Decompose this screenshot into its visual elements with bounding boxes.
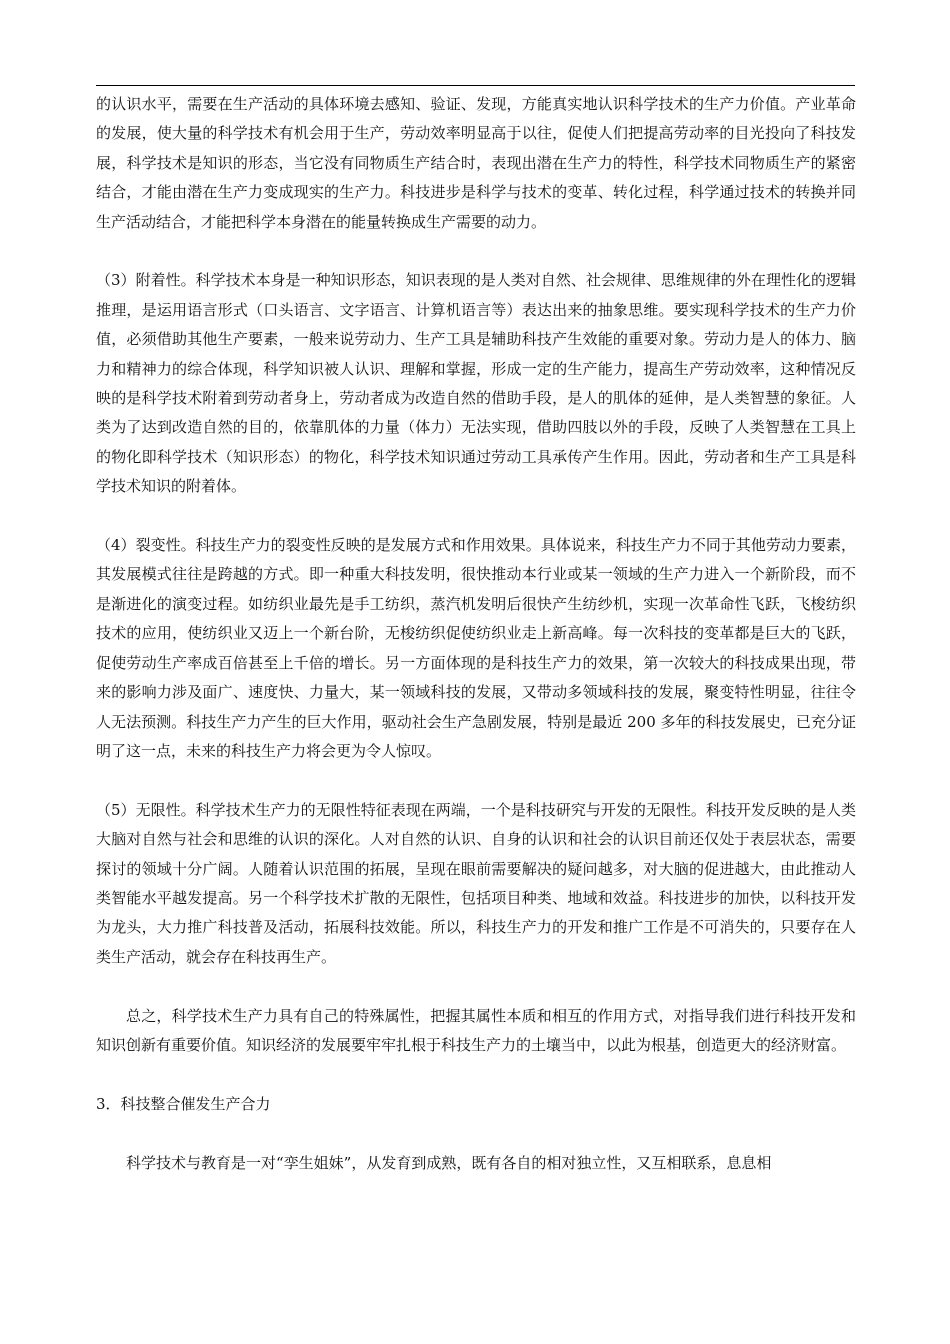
paragraph-infinity: （5）无限性。科学技术生产力的无限性特征表现在两端，一个是科技研究与开发的无限性。科技开发反映的是人类大脑对自然与社会和思维的认识的深化。人对自然的认识、自身的认识和社会的认识目前还仅处于表层状态，需要探讨的领域十分广阔。人随着认识范围的拓展，呈现在眼前需要解决的疑问越多，对大脑的促进越大，由此推动人类智能水平越发提高。另一个科学技术扩散的无限性，包括项目种类、地域和效益。科技进步的加快，以科技开发为龙头，大力推广科技普及活动，拓展科技效能。所以，科技生产力的开发和推广工作是不可消失的，只要存在人类生产活动，就会存在科技再生产。 [96,800,856,966]
paragraph-fission: （4）裂变性。科技生产力的裂变性反映的是发展方式和作用效果。具体说来，科技生产力不同于其他劳动力要素，其发展模式往往是跨越的方式。即一种重大科技发明，很快推动本行业或某一领域的生产力进入一个新阶段，而不是渐进化的演变过程。如纺织业最先是手工纺织，蒸汽机发明后很快产生纺纱机，实现一次革命性飞跃，飞梭纺织技术的应用，使纺织业又迈上一个新台阶，无梭纺织促使纺织业走上新高峰。每一次科技的变革都是巨大的飞跃，促使劳动生产率成百倍甚至上千倍的增长。另一方面体现的是科技生产力的效果，第一次较大的科技成果出现，带来的影响力涉及面广、速度快、力量大，某一领域科技的发展，又带动多领域科技的发展，聚变特性明显，往往令人无法预测。科技生产力产生的巨大作用，驱动社会生产急剧发展，特别是最近 200 多年的科技发展史，已充分证明了这一点，未来的科技生产力将会更为令人惊叹。 [96,536,856,760]
paragraph-continuation: 的认识水平，需要在生产活动的具体环境去感知、验证、发现，方能真实地认识科学技术的生产力价值。产业革命的发展，使大量的科学技术有机会用于生产，劳动效率明显高于以往，促使人们把提高劳动率的目光投向了科技发展，科学技术是知识的形态，当它没有同物质生产结合时，表现出潜在生产力的特性，科学技术同物质生产的紧密结合，才能由潜在生产力变成现实的生产力。科技进步是科学与技术的变革、转化过程，科学通过技术的转换并同生产活动结合，才能把科学本身潜在的能量转换成生产需要的动力。 [96,95,856,231]
paragraph-summary: 总之，科学技术生产力具有自己的特殊属性，把握其属性本质和相互的作用方式，对指导我们进行科技开发和知识创新有重要价值。知识经济的发展要牢牢扎根于科技生产力的土壤当中，以此为根基，创造更大的经济财富。 [96,1006,856,1054]
paragraph-twins: 科学技术与教育是一对“孪生姐妹”，从发育到成熟，既有各自的相对独立性，又互相联系，息息相 [126,1153,772,1172]
header-rule [96,85,855,86]
paragraph-attachment: （3）附着性。科学技术本身是一种知识形态，知识表现的是人类对自然、社会规律、思维规律的外在理性化的逻辑推理，是运用语言形式（口头语言、文字语言、计算机语言等）表达出来的抽象思维。要实现科学技术的生产力价值，必须借助其他生产要素，一般来说劳动力、生产工具是辅助科技产生效能的重要对象。劳动力是人的体力、脑力和精神力的综合体现，科学知识被人认识、理解和掌握，形成一定的生产能力，提高生产劳动效率，这种情况反映的是科学技术附着到劳动者身上，劳动者成为改造自然的借助手段，是人的肌体的延伸，是人类智慧的象征。人类为了达到改造自然的目的，依靠肌体的力量（体力）无法实现，借助四肢以外的手段，反映了人类智慧在工具上的物化即科学技术（知识形态）的物化，科学技术知识通过劳动工具承传产生作用。因此，劳动者和生产工具是科学技术知识的附着体。 [96,271,856,496]
section-heading: 3．科技整合催发生产合力 [96,1094,271,1113]
document-body [96,90,856,1178]
